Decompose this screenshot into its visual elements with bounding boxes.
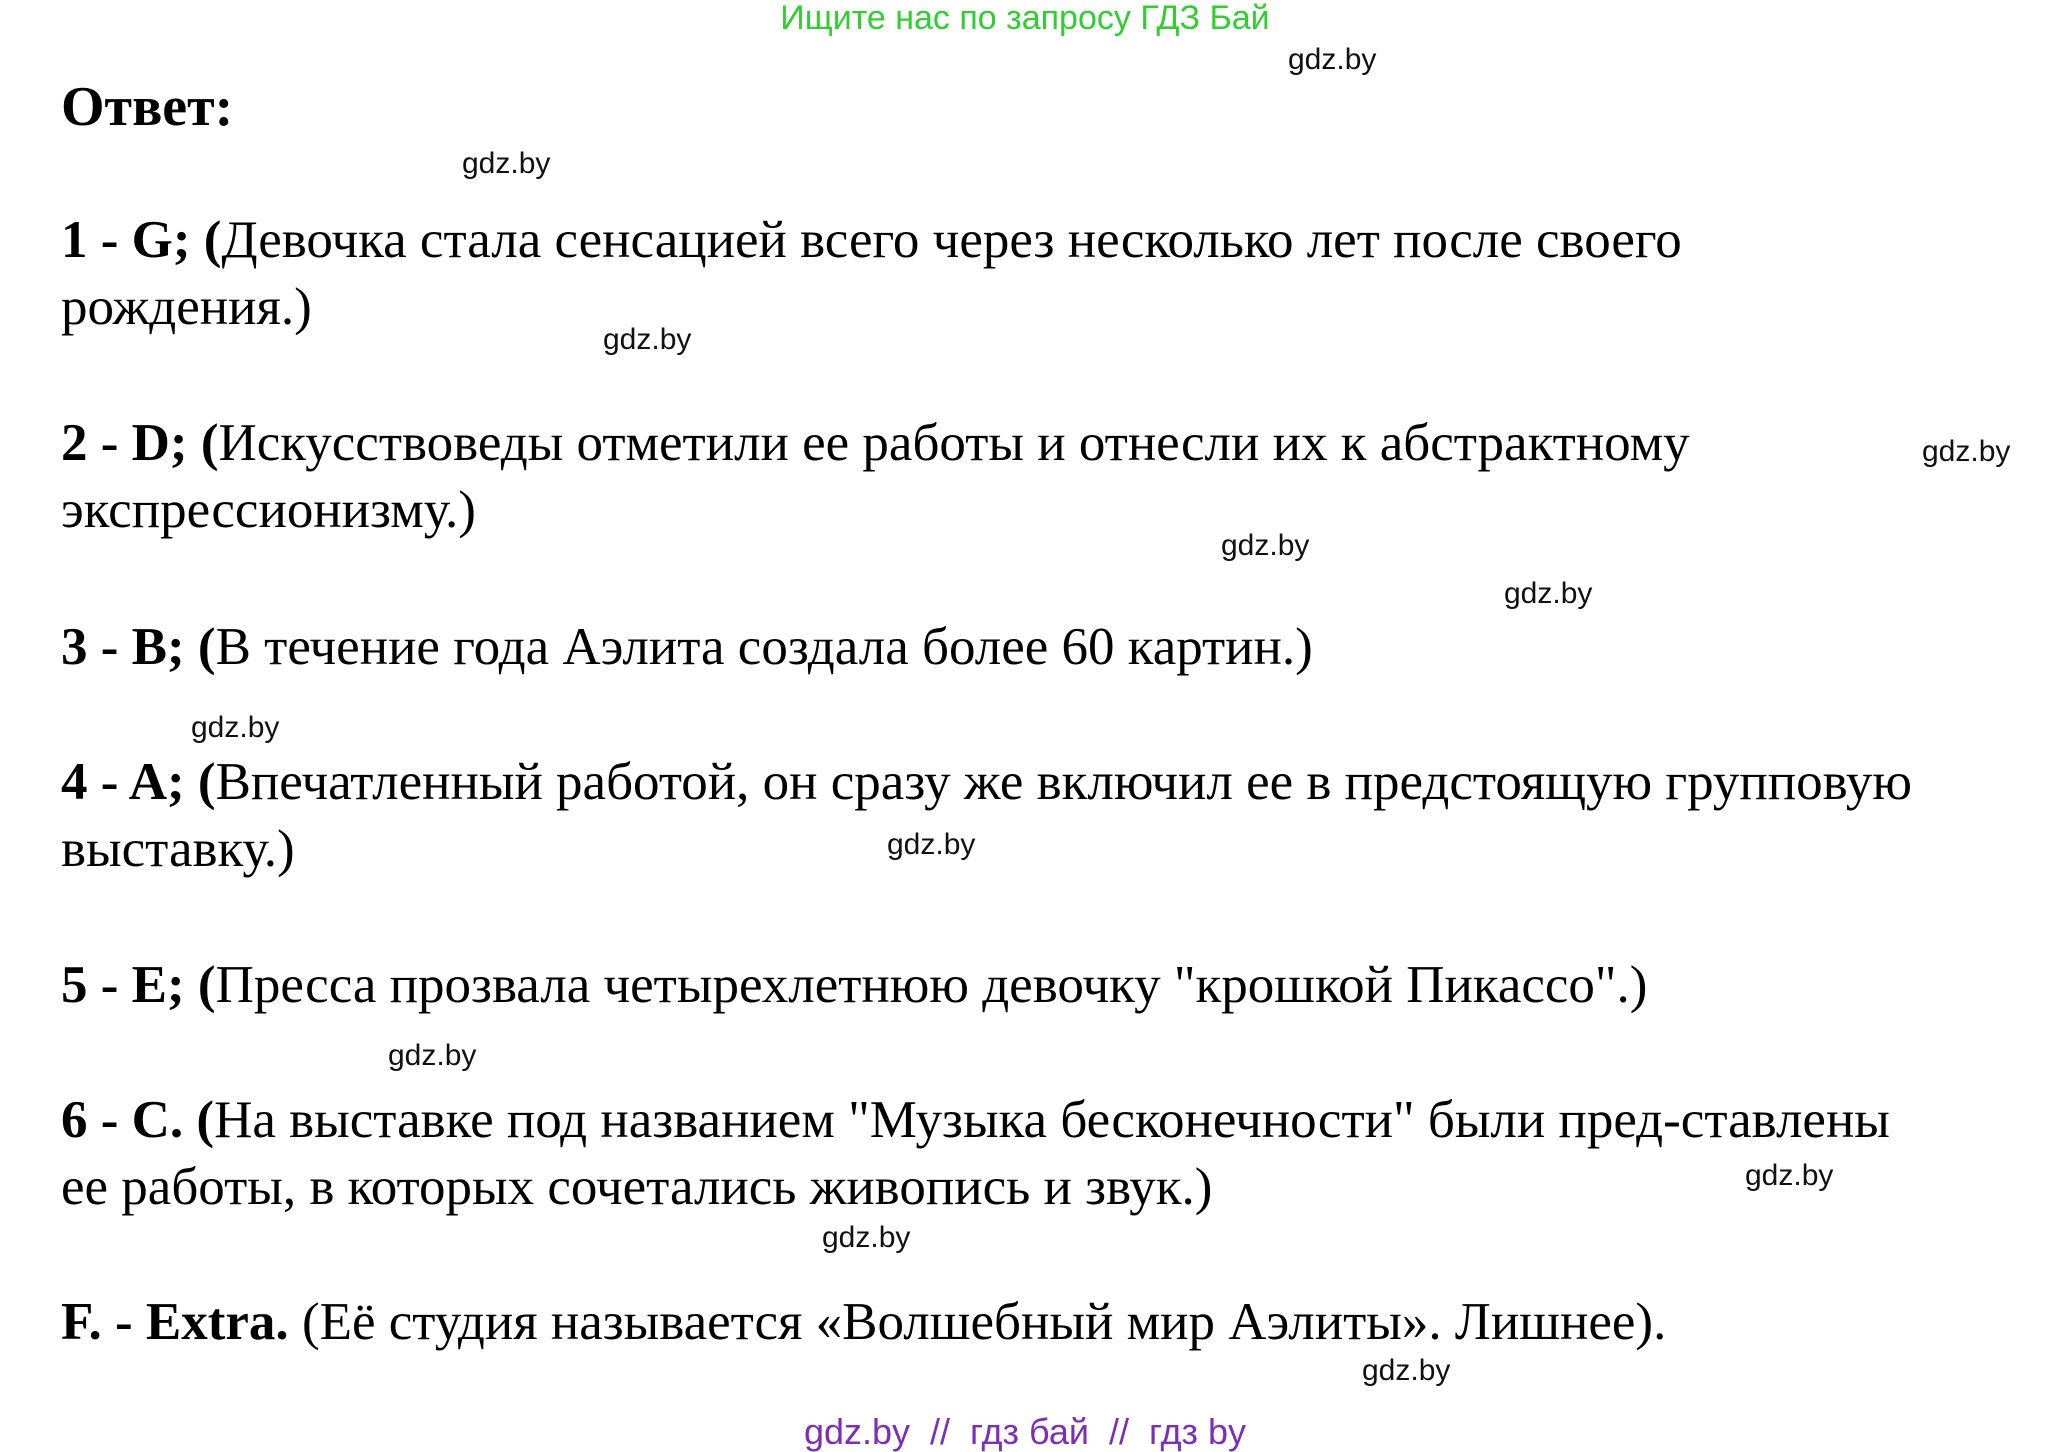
watermark: gdz.by: [822, 1221, 911, 1254]
answer-key: 2 - D; (: [61, 414, 219, 472]
watermark: gdz.by: [1288, 43, 1377, 76]
answer-item-5: [61, 952, 1921, 1019]
answer-text: Впечатленный работой, он сразу же включил ее в предстоящую групповую выставку.): [61, 753, 1912, 878]
watermark: gdz.by: [1922, 435, 2011, 468]
watermark: gdz.by: [1745, 1159, 1834, 1192]
watermark: gdz.by: [462, 147, 551, 180]
watermark: gdz.by: [603, 323, 692, 356]
answer-key: 5 - E; (: [61, 956, 216, 1014]
answer-text: В течение года Аэлита создала более 60 картин.): [215, 618, 1313, 676]
watermark: gdz.by: [191, 711, 280, 744]
watermark: gdz.by: [1221, 529, 1310, 562]
watermark: gdz.by: [887, 828, 976, 861]
answer-key: 1 - G; (: [61, 211, 222, 269]
answer-text: Искусствоведы отметили ее работы и отнесли их к абстрактному экспрессионизму.): [61, 414, 1690, 539]
answer-item-extra: [61, 1289, 1921, 1356]
top-banner: Ищите нас по запросу ГДЗ Бай: [780, 0, 1270, 37]
answer-key: 6 - C. (: [61, 1091, 215, 1149]
answer-item-2: [61, 410, 1921, 544]
watermark: gdz.by: [1504, 577, 1593, 610]
watermark: gdz.by: [388, 1039, 477, 1072]
answer-text: (Её студия называется «Волшебный мир Аэлиты». Лишнее).: [288, 1293, 1667, 1351]
answer-item-3: [61, 614, 1921, 681]
answer-item-6: [61, 1087, 1921, 1221]
answer-text: Пресса прозвала четырехлетнюю девочку "крошкой Пикассо".): [215, 956, 1648, 1014]
answer-item-4: [61, 749, 1921, 883]
footer-links: gdz.by // гдз бай // гдз by: [803, 1411, 1247, 1452]
answer-item-1: [61, 207, 1921, 341]
watermark: gdz.by: [1362, 1354, 1451, 1387]
answer-text: На выставке под названием "Музыка бесконечности" были пред-ставлены ее работы, в которых сочетались живопись и звук.): [61, 1091, 1890, 1216]
answer-key: F. - Extra.: [61, 1293, 289, 1351]
answer-key: 3 - B; (: [61, 618, 216, 676]
answer-key: 4 - A; (: [61, 753, 216, 811]
answer-heading: Ответ:: [61, 76, 234, 138]
answer-text: Девочка стала сенсацией всего через несколько лет после своего рождения.): [61, 211, 1682, 336]
